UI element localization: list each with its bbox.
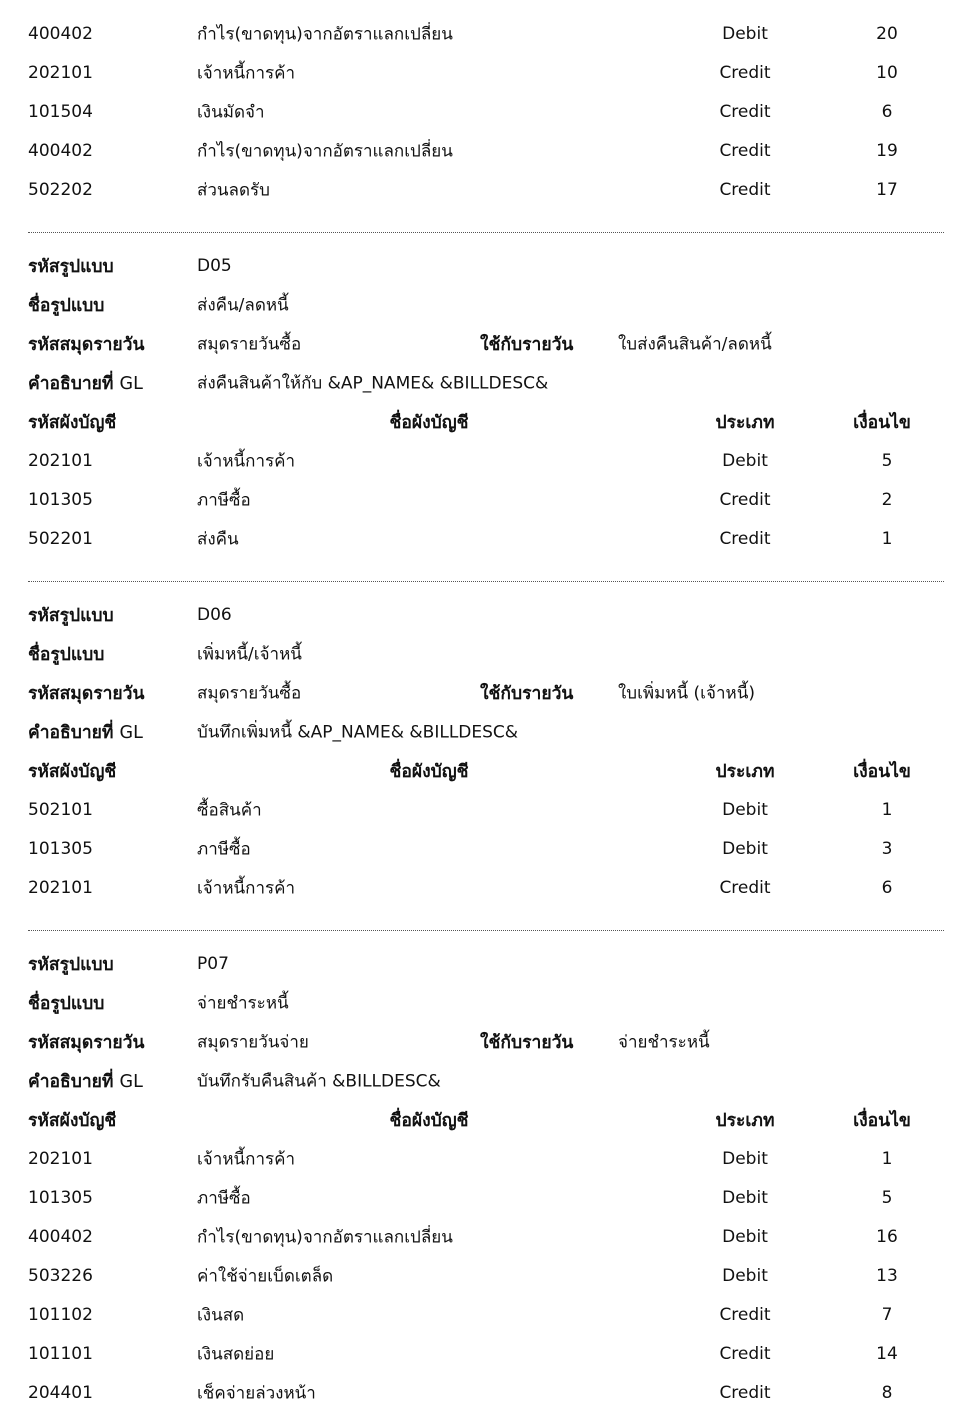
used-with-label: ใช้กับรายวัน (480, 683, 574, 704)
used-with-value: จ่ายชำระหนี้ (618, 1032, 710, 1052)
account-name: เจ้าหนี้การค้า (197, 878, 296, 898)
account-code: 502201 (28, 528, 93, 549)
account-row (0, 480, 964, 519)
condition-number: 2 (881, 489, 893, 510)
account-code: 202101 (28, 62, 93, 83)
account-name: เช็คจ่ายล่วงหน้า (197, 1383, 316, 1403)
entry-type: Debit (722, 1265, 768, 1286)
account-row (0, 519, 964, 558)
gl-desc-row (0, 1061, 964, 1100)
account-row (0, 1139, 964, 1178)
header-account-code: รหัสผังบัญชี (28, 412, 117, 433)
account-name: กำไร(ขาดทุน)จากอัตราแลกเปลี่ยน (197, 1227, 453, 1247)
condition-number: 1 (881, 528, 893, 549)
gl-desc-label-suffix: GL (119, 722, 143, 743)
entry-type: Credit (719, 877, 771, 898)
entry-type: Debit (722, 1187, 768, 1208)
entry-type: Credit (719, 179, 771, 200)
condition-number: 8 (881, 1382, 893, 1403)
journal-row (0, 1022, 964, 1061)
form-name-label: ชื่อรูปแบบ (28, 644, 105, 665)
form-name-label: ชื่อรูปแบบ (28, 993, 105, 1014)
account-row (0, 53, 964, 92)
condition-number: 7 (881, 1304, 893, 1325)
entry-type: Credit (719, 140, 771, 161)
journal-code-value: สมุดรายวันจ่าย (197, 1032, 309, 1052)
header-type: ประเภท (715, 412, 775, 433)
account-row (0, 1217, 964, 1256)
form-code-row (0, 595, 964, 634)
condition-number: 6 (881, 101, 893, 122)
condition-number: 14 (876, 1343, 898, 1364)
form-code-row (0, 944, 964, 983)
account-code: 204401 (28, 1382, 93, 1403)
condition-number: 6 (881, 877, 893, 898)
account-name: เงินสด (197, 1305, 245, 1325)
gl-desc-value: ส่งคืนสินค้าให้กับ &AP_NAME& &BILLDESC& (197, 373, 549, 393)
account-code: 400402 (28, 140, 93, 161)
used-with-value: ใบเพิ่มหนี้ (เจ้าหนี้) (618, 683, 755, 703)
entry-type: Debit (722, 1226, 768, 1247)
journal-row (0, 324, 964, 363)
account-name: เงินมัดจำ (197, 102, 265, 122)
condition-number: 1 (881, 799, 893, 820)
account-row (0, 1373, 964, 1412)
condition-number: 3 (881, 838, 893, 859)
condition-number: 5 (881, 450, 893, 471)
condition-number: 17 (876, 179, 898, 200)
account-name: ภาษีซื้อ (197, 490, 251, 510)
header-account-name: ชื่อผังบัญชี (389, 1110, 469, 1131)
condition-number: 13 (876, 1265, 898, 1286)
gl-desc-value: บันทึกรับคืนสินค้า &BILLDESC& (197, 1071, 441, 1091)
account-row (0, 790, 964, 829)
account-name: ภาษีซื้อ (197, 839, 251, 859)
condition-number: 16 (876, 1226, 898, 1247)
header-condition: เงื่อนไข (853, 412, 911, 433)
header-condition: เงื่อนไข (853, 761, 911, 782)
account-name: กำไร(ขาดทุน)จากอัตราแลกเปลี่ยน (197, 141, 453, 161)
account-name: กำไร(ขาดทุน)จากอัตราแลกเปลี่ยน (197, 24, 453, 44)
form-name-row (0, 285, 964, 324)
entry-type: Credit (719, 489, 771, 510)
table-header-row (0, 751, 964, 790)
account-row (0, 131, 964, 170)
account-row (0, 1178, 964, 1217)
form-code-value: D05 (197, 255, 232, 276)
dotted-separator (28, 930, 944, 931)
header-account-code: รหัสผังบัญชี (28, 761, 117, 782)
account-name: ค่าใช้จ่ายเบ็ดเตล็ด (197, 1266, 334, 1286)
journal-code-label: รหัสสมุดรายวัน (28, 683, 145, 704)
account-row (0, 868, 964, 907)
account-row (0, 14, 964, 53)
gl-desc-row (0, 363, 964, 402)
account-name: ส่วนลดรับ (197, 180, 270, 200)
form-code-label: รหัสรูปแบบ (28, 954, 114, 975)
account-code: 503226 (28, 1265, 93, 1286)
gl-desc-label-prefix: คำอธิบายที่ (28, 1071, 120, 1092)
used-with-value: ใบส่งคืนสินค้า/ลดหนี้ (618, 334, 772, 354)
account-name: ซื้อสินค้า (197, 800, 262, 820)
account-code: 101101 (28, 1343, 93, 1364)
gl-desc-label-prefix: คำอธิบายที่ (28, 373, 120, 394)
entry-type: Credit (719, 1343, 771, 1364)
account-row (0, 92, 964, 131)
gl-desc-label-prefix: คำอธิบายที่ (28, 722, 120, 743)
account-row (0, 441, 964, 480)
journal-code-value: สมุดรายวันซื้อ (197, 334, 302, 354)
gl-desc-value: บันทึกเพิ่มหนี้ &AP_NAME& &BILLDESC& (197, 722, 519, 742)
journal-code-value: สมุดรายวันซื้อ (197, 683, 302, 703)
form-name-row (0, 634, 964, 673)
form-code-value: P07 (197, 953, 229, 974)
journal-code-label: รหัสสมุดรายวัน (28, 334, 145, 355)
account-row (0, 1334, 964, 1373)
form-code-label: รหัสรูปแบบ (28, 256, 114, 277)
gl-desc-label-suffix: GL (119, 373, 143, 394)
form-code-row (0, 246, 964, 285)
entry-type: Credit (719, 1382, 771, 1403)
header-account-name: ชื่อผังบัญชี (389, 761, 469, 782)
account-code: 400402 (28, 23, 93, 44)
gl-desc-label-suffix: GL (119, 1071, 143, 1092)
table-header-row (0, 402, 964, 441)
account-code: 400402 (28, 1226, 93, 1247)
entry-type: Credit (719, 1304, 771, 1325)
account-name: ส่งคืน (197, 529, 239, 549)
header-type: ประเภท (715, 761, 775, 782)
account-code: 502101 (28, 799, 93, 820)
used-with-label: ใช้กับรายวัน (480, 1032, 574, 1053)
account-row (0, 1295, 964, 1334)
entry-type: Debit (722, 799, 768, 820)
account-name: ภาษีซื้อ (197, 1188, 251, 1208)
form-name-value: เพิ่มหนี้/เจ้าหนี้ (197, 644, 302, 664)
gl-desc-label (28, 1067, 143, 1095)
account-code: 101504 (28, 101, 93, 122)
header-account-name: ชื่อผังบัญชี (389, 412, 469, 433)
used-with-label: ใช้กับรายวัน (480, 334, 574, 355)
condition-number: 10 (876, 62, 898, 83)
table-header-row (0, 1100, 964, 1139)
entry-type: Credit (719, 62, 771, 83)
entry-type: Debit (722, 23, 768, 44)
entry-type: Debit (722, 838, 768, 859)
form-name-label: ชื่อรูปแบบ (28, 295, 105, 316)
account-name: เจ้าหนี้การค้า (197, 1149, 296, 1169)
gl-desc-label (28, 718, 143, 746)
dotted-separator (28, 581, 944, 582)
account-code: 101305 (28, 489, 93, 510)
form-name-row (0, 983, 964, 1022)
condition-number: 5 (881, 1187, 893, 1208)
header-condition: เงื่อนไข (853, 1110, 911, 1131)
journal-row (0, 673, 964, 712)
account-name: เจ้าหนี้การค้า (197, 451, 296, 471)
dotted-separator (28, 232, 944, 233)
condition-number: 19 (876, 140, 898, 161)
account-row (0, 829, 964, 868)
condition-number: 1 (881, 1148, 893, 1169)
form-name-value: จ่ายชำระหนี้ (197, 993, 289, 1013)
entry-type: Debit (722, 1148, 768, 1169)
gl-desc-row (0, 712, 964, 751)
account-name: เจ้าหนี้การค้า (197, 63, 296, 83)
account-code: 101102 (28, 1304, 93, 1325)
header-account-code: รหัสผังบัญชี (28, 1110, 117, 1131)
entry-type: Debit (722, 450, 768, 471)
account-row (0, 1256, 964, 1295)
entry-type: Credit (719, 101, 771, 122)
header-type: ประเภท (715, 1110, 775, 1131)
entry-type: Credit (719, 528, 771, 549)
account-row (0, 170, 964, 209)
form-code-value: D06 (197, 604, 232, 625)
account-code: 202101 (28, 450, 93, 471)
account-name: เงินสดย่อย (197, 1344, 275, 1364)
account-code: 101305 (28, 838, 93, 859)
account-code: 202101 (28, 1148, 93, 1169)
account-code: 502202 (28, 179, 93, 200)
account-code: 101305 (28, 1187, 93, 1208)
account-code: 202101 (28, 877, 93, 898)
form-code-label: รหัสรูปแบบ (28, 605, 114, 626)
gl-desc-label (28, 369, 143, 397)
condition-number: 20 (876, 23, 898, 44)
journal-code-label: รหัสสมุดรายวัน (28, 1032, 145, 1053)
form-name-value: ส่งคืน/ลดหนี้ (197, 295, 289, 315)
